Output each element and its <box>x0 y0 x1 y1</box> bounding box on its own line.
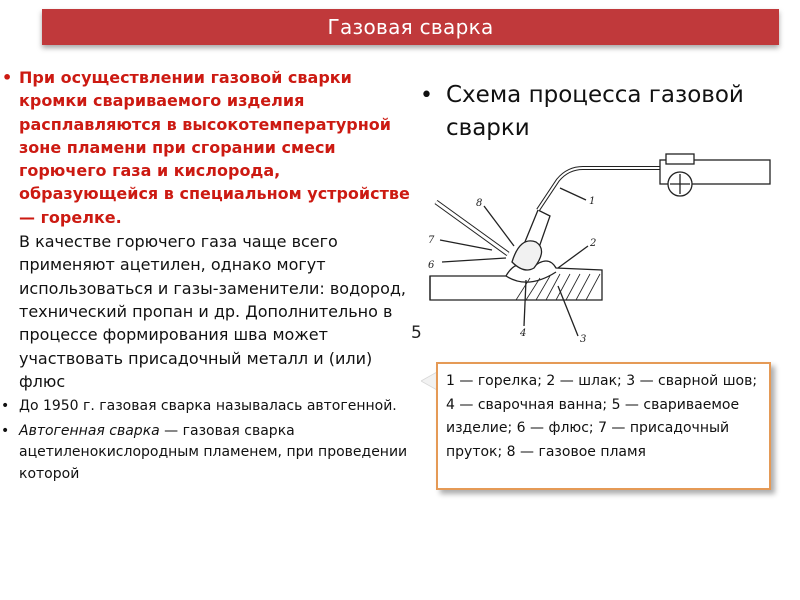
red-paragraph: При осуществлении газовой сварки кромки свариваемого изделия расплавляются в высокотемпературной зоне пламени при сгорании смеси горючего газа и кислорода, образующейся в специальном устройстве — горелке. <box>19 68 410 227</box>
legend-entry: 1 — горелка; <box>446 373 547 389</box>
bullet-fuel-gas <box>0 230 410 393</box>
legend-entry: 6 — флюс; <box>516 420 599 436</box>
slide-title: Газовая сварка <box>327 15 494 39</box>
legend-box <box>436 362 771 490</box>
diagram-label-5: 5 <box>411 323 422 343</box>
dot-bullet-icon: • <box>1 398 10 415</box>
legend-entry: 4 — сварочная ванна; <box>446 396 612 413</box>
slide-title-bar <box>42 9 779 45</box>
diagram-label-6: 6 <box>428 260 435 271</box>
legend-entry: 3 — сварной шов; <box>626 373 758 389</box>
diagram-label-3: 3 <box>580 334 587 345</box>
autogen-term: Автогенная сварка <box>19 422 160 439</box>
legend-entry: 7 — присадочный пруток; <box>446 420 730 460</box>
legend-entry: 5 — свариваемое изделие; <box>446 396 740 436</box>
paragraph-fuel-gas: В качестве горючего газа чаще всего применяют ацетилен, однако могут использоваться и газы-заменители: водород, технический пропан и др. Дополнительно в процессе формирования шва может участвовать присадочный металл и (или) флюс <box>19 232 407 391</box>
bullet-red-definition <box>0 66 410 229</box>
arrow-bullet-icon: • <box>2 68 13 87</box>
dot-bullet-icon: • <box>1 422 10 439</box>
diagram-label-8: 8 <box>476 198 483 209</box>
left-text-column <box>0 66 410 485</box>
paragraph-history: До 1950 г. газовая сварка называлась автогенной. <box>19 398 397 415</box>
bullet-history <box>0 396 410 418</box>
gas-welding-diagram <box>408 150 788 345</box>
diagram-heading <box>420 79 750 145</box>
bullet-autogen <box>0 421 410 486</box>
diagram-label-4: 4 <box>520 328 527 339</box>
diagram-heading-text: Схема процесса газовой сварки <box>446 82 744 141</box>
callout-pointer-icon <box>421 372 437 390</box>
diagram-label-1: 1 <box>589 196 596 207</box>
dot-bullet-icon: • <box>420 83 433 108</box>
diagram-label-2: 2 <box>590 238 597 249</box>
legend-entry: 8 — газовое пламя <box>506 443 646 460</box>
legend-entry: 2 — шлак; <box>546 373 627 389</box>
autogen-definition: — газовая сварка ацетиленокислородным пламенем, при проведении которой <box>19 422 408 482</box>
diagram-label-7: 7 <box>428 235 435 246</box>
